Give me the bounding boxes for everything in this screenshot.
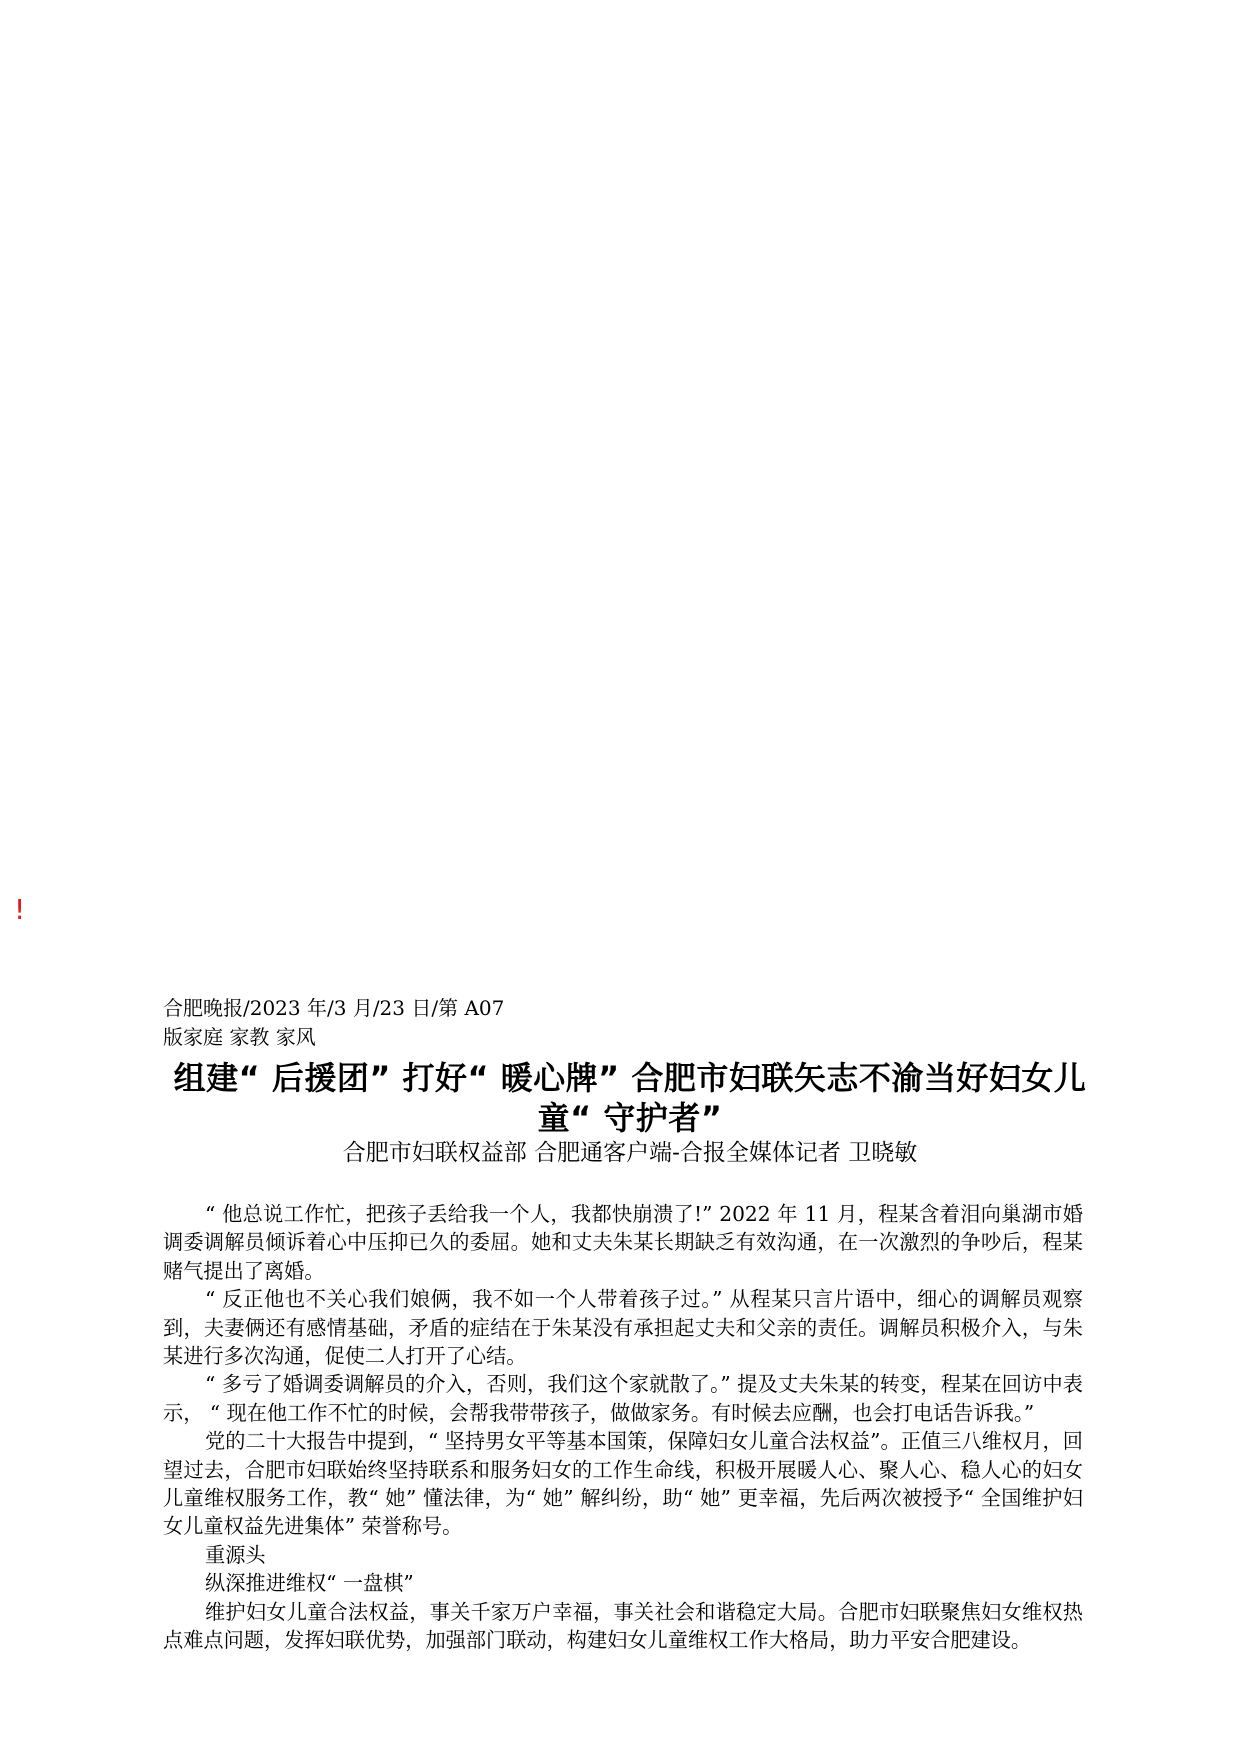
source-line-1: 合肥晚报/2023 年/3 月/23 日/第 A07 (163, 996, 505, 1020)
source-info (163, 994, 1083, 1052)
article-body (163, 1200, 1083, 1655)
article-title: 组建“ 后援团” 打好“ 暖心牌” 合肥市妇联矢志不渝当好妇女儿童“ 守护者” (173, 1059, 1087, 1137)
red-exclamation-mark: ! (14, 893, 26, 926)
paragraph: “ 反正他也不关心我们娘俩，我不如一个人带着孩子过。” 从程某只言片语中，细心的调解员观察到，夫妻俩还有感情基础，矛盾的症结在于朱某没有承担起丈夫和父亲的责任。调解员积极介入，与朱某进行多次沟通，促使二人打开了心结。 (163, 1287, 1083, 1369)
article-byline: 合肥市妇联权益部 合肥通客户端-合报全媒体记者 卫晓敏 (342, 1140, 918, 1166)
section-subheading: 纵深推进维权“ 一盘棋” (205, 1571, 414, 1596)
section-heading: 重源头 (205, 1542, 266, 1567)
paragraph: 党的二十大报告中提到，“ 坚持男女平等基本国策，保障妇女儿童合法权益”。正值三八维权月，回望过去，合肥市妇联始终坚持联系和服务妇女的工作生命线，积极开展暖人心、聚人心、稳人心的妇女儿童维权服务工作，教“ 她” 懂法律，为“ 她” 解纠纷，助“ 她” 更幸福，先后两次被授予“ 全国维护妇女儿童权益先进集体” 荣誉称号。 (163, 1429, 1083, 1539)
paragraph: 维护妇女儿童合法权益，事关千家万户幸福，事关社会和谐稳定大局。合肥市妇联聚焦妇女维权热点难点问题，发挥妇联优势，加强部门联动，构建妇女儿童维权工作大格局，助力平安合肥建设。 (163, 1599, 1083, 1653)
paragraph: “ 多亏了婚调委调解员的介入，否则，我们这个家就散了。” 提及丈夫朱某的转变，程某在回访中表示， “ 现在他工作不忙的时候，会帮我带带孩子，做做家务。有时候去应酬，也会打电话告诉我。” (163, 1372, 1083, 1425)
paragraph: “ 他总说工作忙，把孩子丢给我一个人，我都快崩溃了!” 2022 年 11 月，程某含着泪向巢湖市婚调委调解员倾诉着心中压抑已久的委屈。她和丈夫朱某长期缺乏有效沟通，在一次激烈的争吵后，程某赌气提出了离婚。 (163, 1202, 1083, 1283)
source-line-2: 版家庭 家教 家风 (163, 1025, 316, 1049)
